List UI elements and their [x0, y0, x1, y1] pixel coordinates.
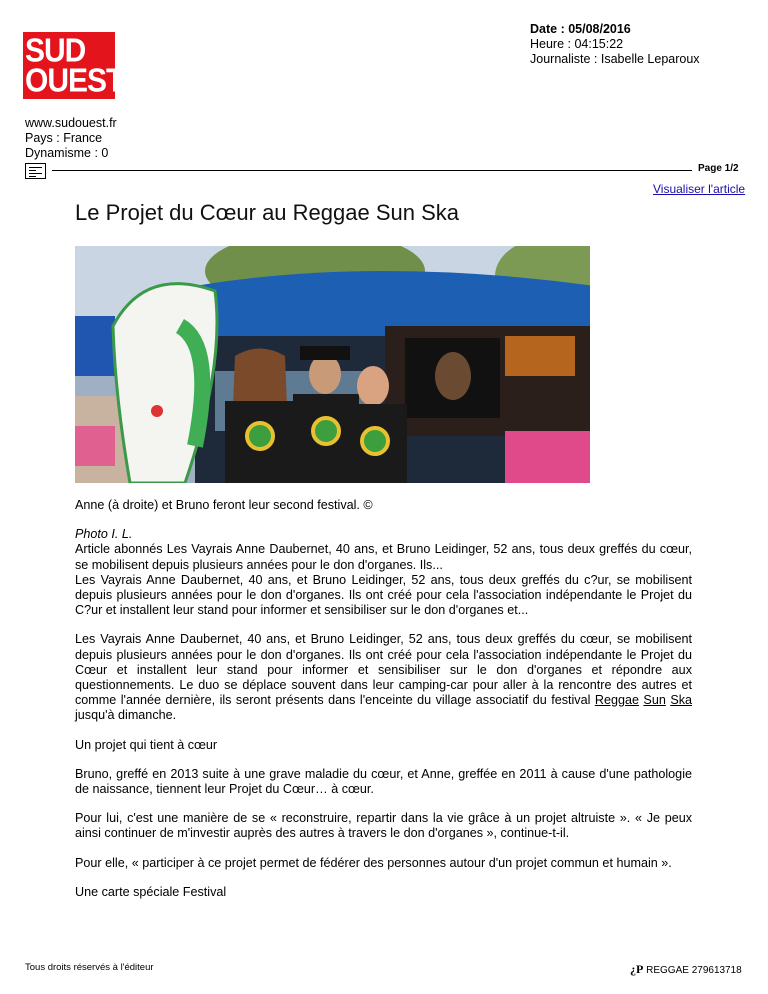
- link-sun[interactable]: Sun: [643, 693, 666, 708]
- article-photo: [75, 246, 590, 483]
- date: Date : 05/08/2016: [530, 22, 631, 36]
- paragraph-5: Pour lui, c'est une manière de se « reconstruire, repartir dans la vie grâce à un projet altruiste ». « Je peux ainsi continuer de m'investir auprès des autres à travers le don d'organes », continue-t-il.: [75, 811, 692, 841]
- photo-credit: Photo I. L.: [75, 527, 133, 542]
- journalist: Journaliste : Isabelle Leparoux: [530, 52, 700, 66]
- site-url: www.sudouest.fr: [25, 116, 117, 130]
- footer-ref: ¿P REGGAE 279613718: [630, 962, 742, 976]
- article-body: [75, 498, 692, 900]
- subheading-1: Un projet qui tient à cœur: [75, 737, 218, 752]
- footer-rights: Tous droits réservés à l'éditeur: [25, 962, 154, 973]
- country: Pays : France: [25, 131, 103, 145]
- link-ska[interactable]: Ska: [670, 693, 693, 708]
- time: Heure : 04:15:22: [530, 37, 624, 51]
- subheading-2: Une carte spéciale Festival: [75, 884, 227, 899]
- document-icon: [25, 163, 46, 179]
- link-reggae[interactable]: Reggae: [594, 693, 639, 708]
- source-info: [25, 116, 117, 161]
- dynamism: Dynamisme : 0: [25, 146, 109, 160]
- paragraph-4: Bruno, greffé en 2013 suite à une grave maladie du cœur, et Anne, greffée en 2011 à cause d'une pathologie de naissance, tiennent leur Projet du Cœur… à cœur.: [75, 766, 692, 797]
- sudouest-logo: SUD OUEST: [25, 32, 124, 100]
- view-article-link[interactable]: Visualiser l'article: [653, 182, 746, 196]
- paragraph-1: Article abonnés Les Vayrais Anne Daubernet, 40 ans, et Bruno Leidinger, 52 ans, tous deux greffés du cœur, se mobilisent depuis plusieurs années pour le don d'organes. Ils...: [75, 542, 692, 572]
- divider: [52, 170, 692, 171]
- page-number: Page 1/2: [698, 163, 739, 174]
- article-meta: [530, 22, 700, 67]
- paragraph-6: Pour elle, « participer à ce projet permet de fédérer des personnes autour d'un projet commun et humain ».: [75, 855, 672, 870]
- paragraph-3: Les Vayrais Anne Daubernet, 40 ans, et Bruno Leidinger, 52 ans, tous deux greffés du cœur, se mobilisent depuis plusieurs années pour le don d'organes. Ils ont créé pour cela l'association indépendante le Projet du Cœur et installent leur stand pour informer et sensibiliser sur le don d'organes et répondre aux questionnements. Le duo se déplace souvent dans leur camping-car pour aller à la rencontre des autres et comme l'année dernière, ils seront présents dans l'enceinte du village associatif du festival Reggae Sun Ska jusqu'à dimanche.: [75, 632, 693, 723]
- article-title: Le Projet du Cœur au Reggae Sun Ska: [75, 200, 460, 225]
- paragraph-2: Les Vayrais Anne Daubernet, 40 ans, et Bruno Leidinger, 52 ans, tous deux greffés du c?ur, se mobilisent depuis plusieurs années pour le don d'organes. Ils ont créé pour cela l'association indépendante le Projet du C?ur et installent leur stand pour informer et sensibiliser sur le don d'organes et...: [75, 572, 692, 618]
- photo-caption: Anne (à droite) et Bruno feront leur second festival. ©: [75, 498, 373, 512]
